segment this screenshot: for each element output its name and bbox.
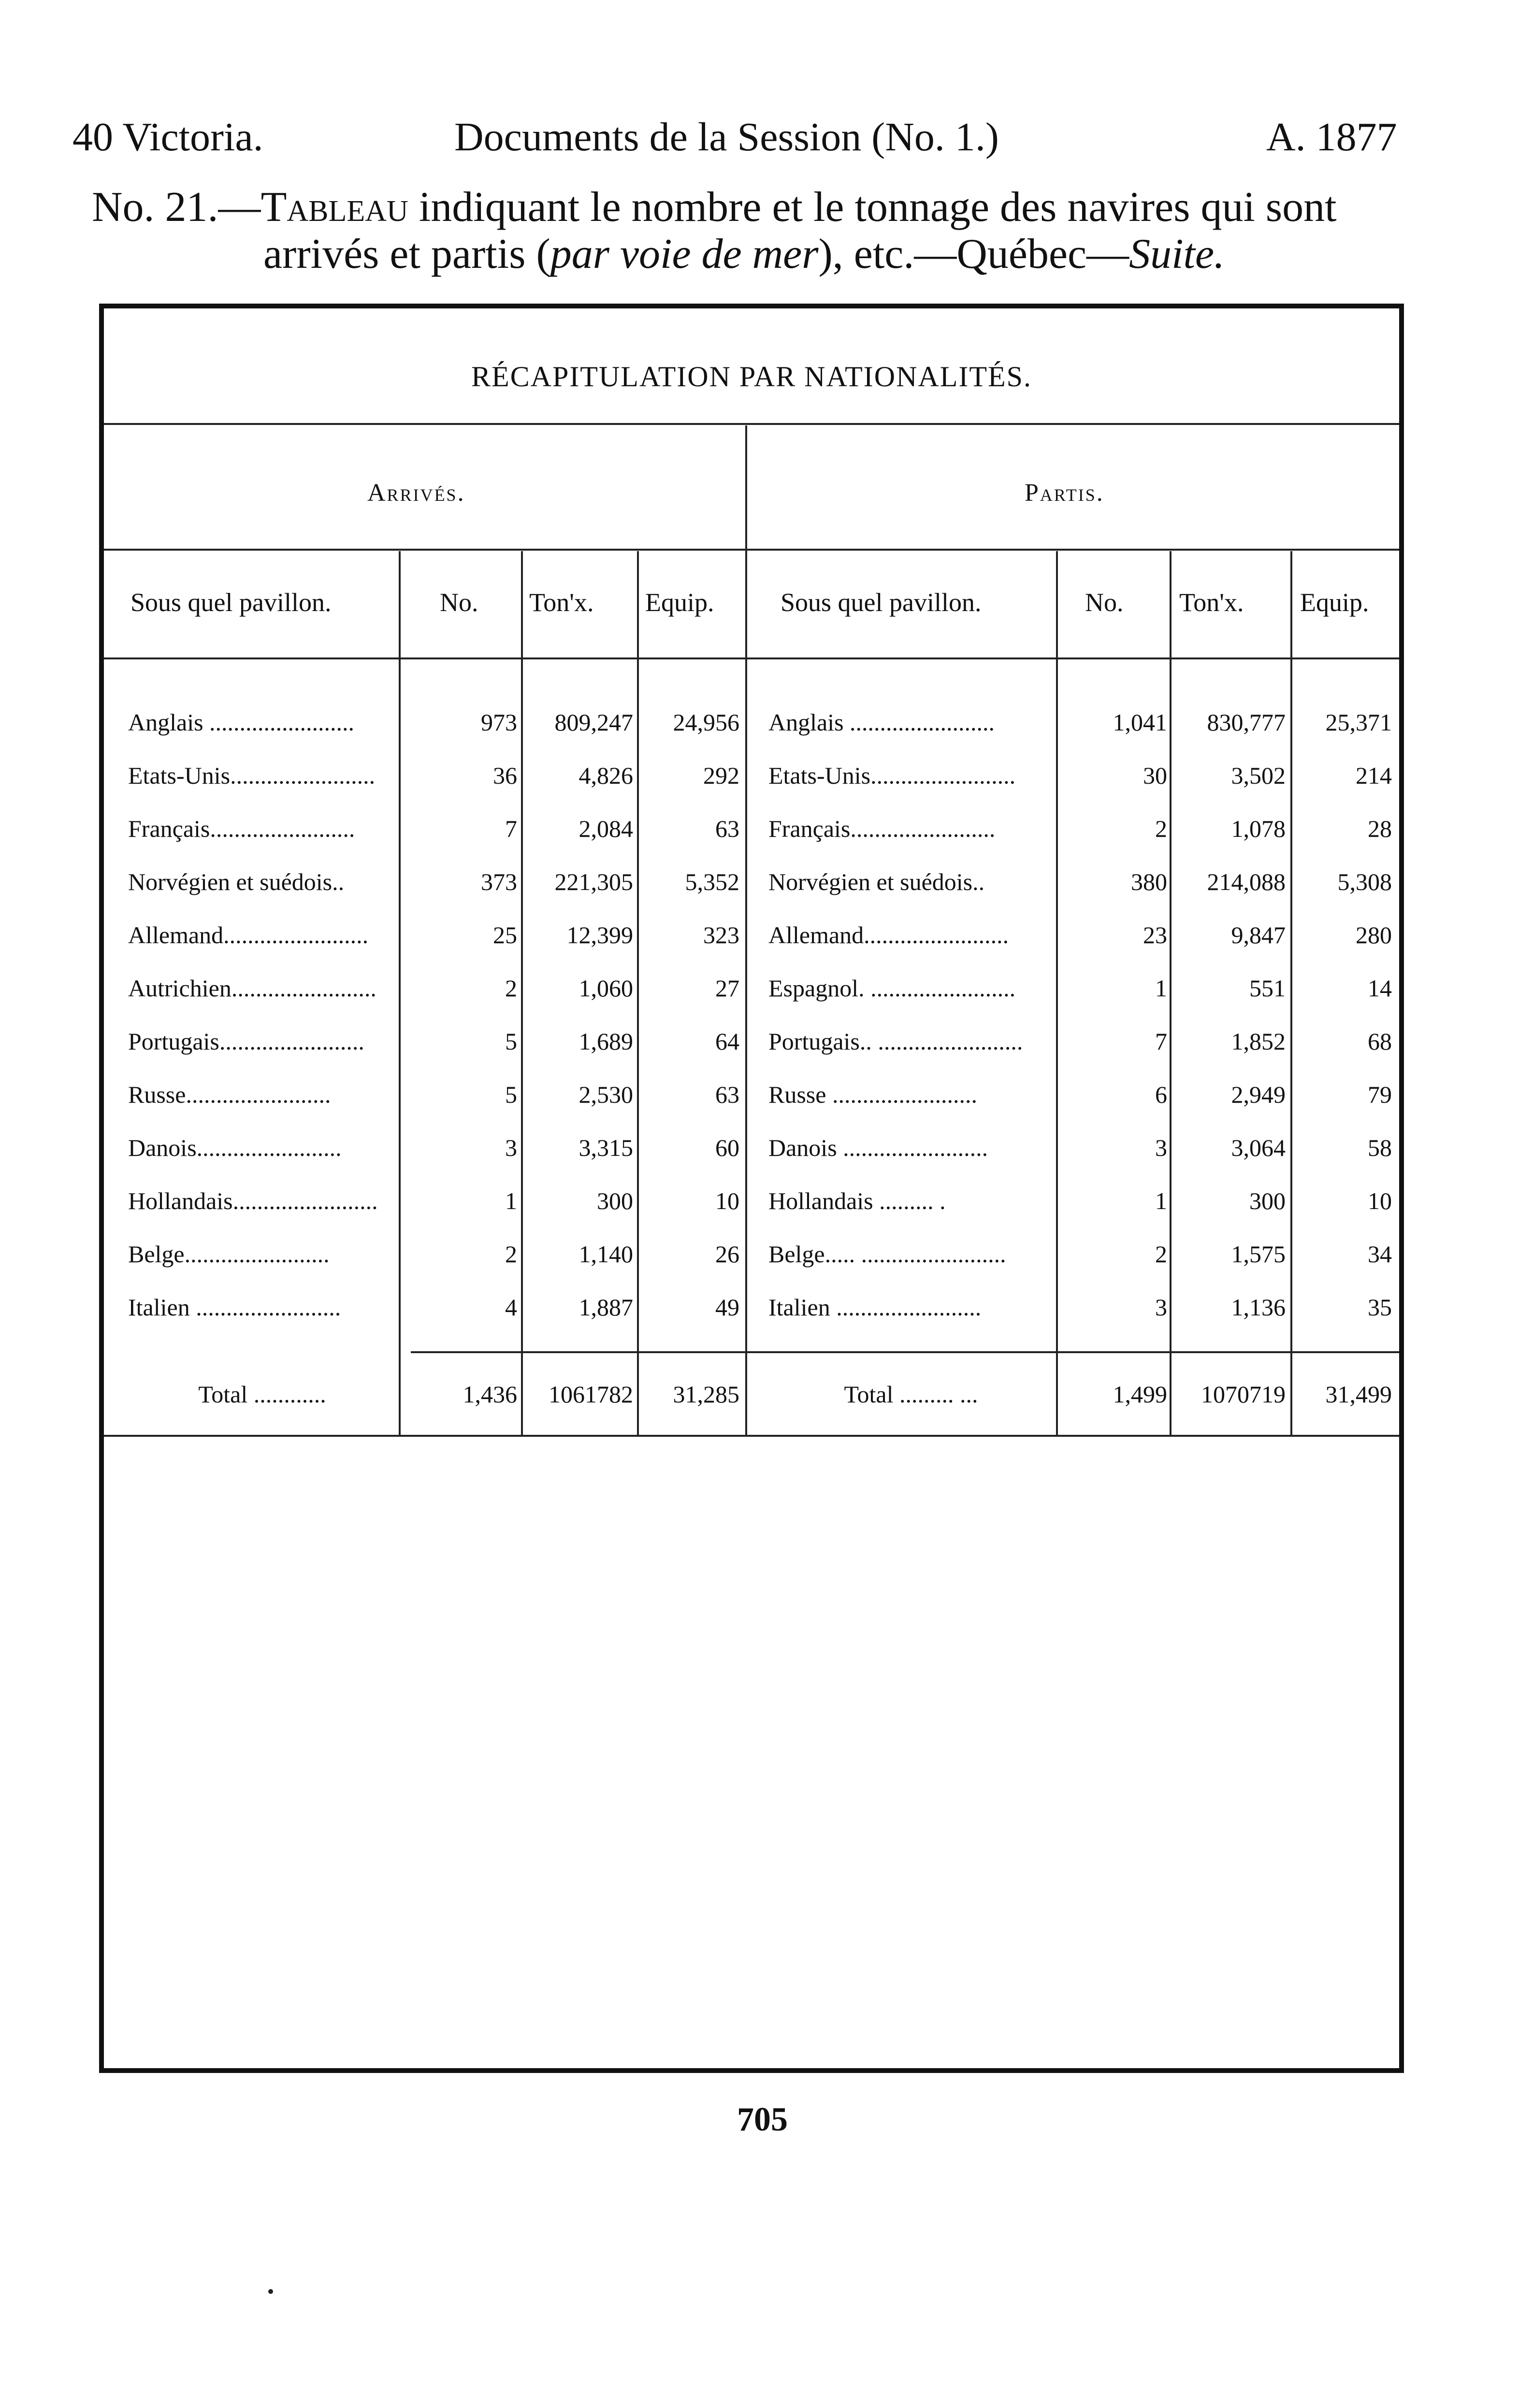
partis-tonnage-cell: 830,777	[1207, 709, 1286, 736]
partis-no-cell: 2	[1155, 815, 1167, 842]
rule-after-arrives-no	[521, 551, 523, 1436]
rule-arrives-partis-divider	[745, 425, 747, 1436]
partis-no-cell: 3	[1155, 1294, 1167, 1321]
partis-pavillon-cell: Espagnol. ........................	[768, 975, 1016, 1002]
arrives-tonnage-cell: 1,887	[578, 1294, 633, 1321]
partis-tonnage-cell: 1,136	[1231, 1294, 1286, 1321]
arrives-equip-cell: 292	[703, 762, 739, 789]
partis-pavillon-cell: Hollandais ......... .	[768, 1187, 946, 1214]
arrives-tonnage-cell: 4,826	[578, 762, 633, 789]
table-caption-line-2	[263, 230, 1225, 278]
col-header-partis-equip: Equip.	[1300, 588, 1369, 617]
rule-after-arrives-pavillon	[399, 551, 401, 1436]
caption-par-voie: par voie de mer	[550, 231, 819, 277]
arrives-group-label: Arrivés.	[367, 479, 465, 507]
arrives-equip-cell: 24,956	[673, 709, 739, 736]
partis-group-label: Partis.	[1025, 479, 1104, 507]
arrives-pavillon-cell: Russe........................	[128, 1081, 331, 1108]
partis-no-cell: 2	[1155, 1240, 1167, 1268]
arrives-equip-cell: 64	[715, 1028, 739, 1055]
arrives-tonnage-cell: 2,084	[578, 815, 633, 842]
arrives-no-cell: 5	[505, 1081, 517, 1108]
partis-pavillon-cell: Norvégien et suédois..	[768, 868, 985, 895]
arrives-no-cell: 25	[493, 921, 517, 949]
rule-under-columns	[104, 657, 1399, 659]
partis-pavillon-cell: Italien ........................	[768, 1294, 982, 1321]
arrives-pavillon-cell: Etats-Unis........................	[128, 762, 376, 789]
partis-equip-cell: 10	[1368, 1187, 1392, 1214]
arrives-no-cell: 36	[493, 762, 517, 789]
caption-line2-mid: ), etc.—Québec—	[818, 231, 1129, 277]
arrives-tonnage-cell: 809,247	[554, 709, 633, 736]
arrives-tonnage-cell: 12,399	[566, 921, 633, 949]
stray-mark	[268, 2289, 273, 2294]
partis-no-cell: 23	[1143, 921, 1167, 949]
arrives-pavillon-cell: Français........................	[128, 815, 355, 842]
table-caption-line-1	[92, 183, 1337, 232]
arrives-pavillon-cell: Anglais ........................	[128, 709, 355, 736]
rule-after-partis-tonnage	[1290, 551, 1292, 1436]
arrives-tonnage-cell: 221,305	[554, 868, 633, 895]
partis-no-cell: 3	[1155, 1134, 1167, 1161]
partis-equip-cell: 68	[1368, 1028, 1392, 1055]
partis-equip-cell: 34	[1368, 1240, 1392, 1268]
partis-equip-cell: 214	[1356, 762, 1392, 789]
rule-after-partis-pavillon	[1056, 551, 1058, 1436]
arrives-total-equip: 31,285	[673, 1381, 739, 1408]
arrives-no-cell: 2	[505, 975, 517, 1002]
arrives-tonnage-cell: 300	[597, 1187, 633, 1214]
arrives-equip-cell: 63	[715, 1081, 739, 1108]
partis-tonnage-cell: 300	[1249, 1187, 1286, 1214]
recapitulation-title: RÉCAPITULATION PAR NATIONALITÉS.	[471, 361, 1032, 393]
col-header-partis-no: No.	[1085, 588, 1124, 617]
arrives-pavillon-cell: Autrichien........................	[128, 975, 376, 1002]
arrives-no-cell: 3	[505, 1134, 517, 1161]
rule-under-title	[104, 423, 1399, 425]
caption-tableau: Tableau	[260, 184, 408, 231]
arrives-equip-cell: 63	[715, 815, 739, 842]
partis-no-cell: 1	[1155, 975, 1167, 1002]
arrives-equip-cell: 26	[715, 1240, 739, 1268]
partis-equip-cell: 5,308	[1337, 868, 1392, 895]
partis-pavillon-cell: Russe ........................	[768, 1081, 977, 1108]
partis-tonnage-cell: 9,847	[1231, 921, 1286, 949]
rule-after-partis-no	[1170, 551, 1171, 1436]
col-header-arrives-tonnage: Ton'x.	[529, 588, 594, 617]
partis-tonnage-cell: 1,078	[1231, 815, 1286, 842]
arrives-pavillon-cell: Hollandais........................	[128, 1187, 378, 1214]
arrives-total-tonnage: 1061782	[549, 1381, 633, 1408]
partis-no-cell: 1	[1155, 1187, 1167, 1214]
partis-equip-cell: 35	[1368, 1294, 1392, 1321]
partis-total-equip: 31,499	[1325, 1381, 1392, 1408]
partis-tonnage-cell: 214,088	[1207, 868, 1286, 895]
arrives-tonnage-cell: 1,140	[578, 1240, 633, 1268]
col-header-arrives-no: No.	[440, 588, 478, 617]
arrives-equip-cell: 27	[715, 975, 739, 1002]
col-header-partis-tonnage: Ton'x.	[1179, 588, 1244, 617]
partis-pavillon-cell: Danois ........................	[768, 1134, 988, 1161]
rule-under-groups	[104, 549, 1399, 551]
partis-no-cell: 1,041	[1113, 709, 1167, 736]
arrives-equip-cell: 5,352	[685, 868, 739, 895]
partis-pavillon-cell: Allemand........................	[768, 921, 1009, 949]
caption-prefix: No. 21.—	[92, 184, 261, 231]
partis-pavillon-cell: Etats-Unis........................	[768, 762, 1016, 789]
partis-pavillon-cell: Portugais.. ........................	[768, 1028, 1023, 1055]
arrives-equip-cell: 323	[703, 921, 739, 949]
partis-no-cell: 30	[1143, 762, 1167, 789]
partis-equip-cell: 58	[1368, 1134, 1392, 1161]
partis-equip-cell: 14	[1368, 975, 1392, 1002]
partis-equip-cell: 25,371	[1325, 709, 1392, 736]
arrives-pavillon-cell: Belge........................	[128, 1240, 330, 1268]
header-document-title: Documents de la Session (No. 1.)	[454, 115, 999, 160]
rule-above-totals	[411, 1351, 1399, 1353]
partis-tonnage-cell: 1,852	[1231, 1028, 1286, 1055]
header-year: A. 1877	[1266, 115, 1397, 160]
arrives-no-cell: 2	[505, 1240, 517, 1268]
partis-tonnage-cell: 1,575	[1231, 1240, 1286, 1268]
arrives-equip-cell: 10	[715, 1187, 739, 1214]
arrives-no-cell: 1	[505, 1187, 517, 1214]
col-header-partis-pavillon: Sous quel pavillon.	[781, 588, 982, 617]
arrives-tonnage-cell: 3,315	[578, 1134, 633, 1161]
col-header-arrives-pavillon: Sous quel pavillon.	[130, 588, 332, 617]
partis-equip-cell: 28	[1368, 815, 1392, 842]
arrives-tonnage-cell: 2,530	[578, 1081, 633, 1108]
arrives-tonnage-cell: 1,060	[578, 975, 633, 1002]
arrives-equip-cell: 49	[715, 1294, 739, 1321]
partis-tonnage-cell: 551	[1249, 975, 1286, 1002]
partis-pavillon-cell: Français........................	[768, 815, 996, 842]
arrives-no-cell: 5	[505, 1028, 517, 1055]
partis-no-cell: 6	[1155, 1081, 1167, 1108]
partis-tonnage-cell: 3,064	[1231, 1134, 1286, 1161]
arrives-no-cell: 7	[505, 815, 517, 842]
caption-suite: Suite.	[1129, 231, 1225, 277]
arrives-tonnage-cell: 1,689	[578, 1028, 633, 1055]
arrives-pavillon-cell: Italien ........................	[128, 1294, 341, 1321]
partis-tonnage-cell: 2,949	[1231, 1081, 1286, 1108]
partis-no-cell: 7	[1155, 1028, 1167, 1055]
arrives-total-no: 1,436	[463, 1381, 517, 1408]
arrives-no-cell: 973	[481, 709, 517, 736]
rule-under-totals	[104, 1435, 1399, 1437]
col-header-arrives-equip: Equip.	[645, 588, 714, 617]
partis-total-tonnage: 1070719	[1201, 1381, 1286, 1408]
partis-total-no: 1,499	[1113, 1381, 1167, 1408]
caption-line2-start: arrivés et partis (	[263, 231, 550, 277]
header-session-year: 40 Victoria.	[72, 115, 263, 160]
partis-no-cell: 380	[1131, 868, 1167, 895]
partis-total-label: Total ......... ...	[844, 1381, 978, 1408]
partis-pavillon-cell: Belge..... ........................	[768, 1240, 1006, 1268]
arrives-equip-cell: 60	[715, 1134, 739, 1161]
caption-line1-rest: indiquant le nombre et le tonnage des navires qui sont	[408, 184, 1337, 231]
arrives-pavillon-cell: Allemand........................	[128, 921, 369, 949]
arrives-no-cell: 373	[481, 868, 517, 895]
arrives-pavillon-cell: Danois........................	[128, 1134, 342, 1161]
partis-pavillon-cell: Anglais ........................	[768, 709, 995, 736]
rule-after-arrives-tonnage	[637, 551, 639, 1436]
arrives-no-cell: 4	[505, 1294, 517, 1321]
partis-equip-cell: 280	[1356, 921, 1392, 949]
partis-tonnage-cell: 3,502	[1231, 762, 1286, 789]
page-number: 705	[737, 2101, 788, 2138]
partis-equip-cell: 79	[1368, 1081, 1392, 1108]
arrives-total-label: Total ............	[198, 1381, 326, 1408]
arrives-pavillon-cell: Norvégien et suédois..	[128, 868, 345, 895]
arrives-pavillon-cell: Portugais........................	[128, 1028, 364, 1055]
